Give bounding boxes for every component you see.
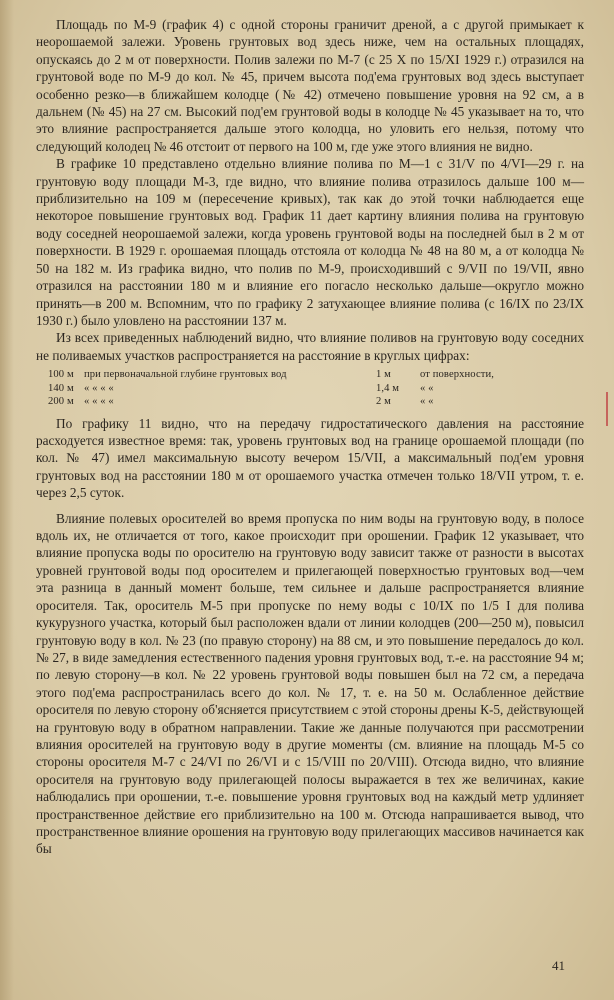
table-text: « « « « [84, 396, 114, 408]
table-depth: 1 м [376, 369, 391, 381]
table-tail: « « [420, 396, 434, 408]
table-row [48, 382, 584, 396]
distance-table [48, 368, 584, 409]
table-row [48, 368, 584, 382]
table-distance: 100 м [48, 369, 74, 381]
table-row [48, 395, 584, 409]
paragraph-1: Площадь по М-9 (график 4) с одной стороны граничит дреной, а с другой примыкает к неорошаемой залежи. Уровень грунтовых вод здесь ниже, чем на остальных площадях, опускаясь до 2 м от поверхности. Полив залежи по М-7 (с 25 X по 15/XI 1929 г.) отразился на грунтовой воде по М-9 до кол. № 45, причем высота под'ема грунтовых вод здесь выступает особенно резко—в ближайшем колодце (№ 42) отмечено повышение уровня на 92 см, а в дальнем (№ 45) на 27 см. Высокий под'ем грунтовой воды в колодце № 45 указывает на то, что это влияние распространяется дальше этого колодца, но уловить его нельзя, потому что следующий колодец № 46 отстоит от первого на 100 м, где уже этого влияния не видно. [36, 17, 584, 154]
paragraph-4: По графику 11 видно, что на передачу гидростатического давления на расстояние расходуется известное время: так, уровень грунтовых вод на границе орошаемой площади (по кол. № 47) имел максимальную высоту вечером 15/VII, а максимальный под'ем уровня грунтовых вод на расстоянии 180 м от орошаемого участка отмечен только 18/VII утром, т. е. через 2,5 суток. [36, 415, 584, 501]
table-tail: от поверхности, [420, 369, 495, 381]
margin-mark [606, 392, 608, 426]
table-text: при первоначальной глубине грунтовых вод [84, 369, 287, 381]
paragraph-5: Влияние полевых оросителей во время пропуска по ним воды на грунтовую воду, в полосе вдоль их, не отличается от того, какое происходит при орошении. График 12 указывает, что влияние пропуска воды по оросителю на грунтовую воду зависит также от разности в высотах уровней грунтовой воды под оросителем и прилегающей поверхностью грунтовых вод—чем эта разница в данный момент больше, тем сильнее и дальше распространяется влияние оросителя. Так, ороситель М-5 при пропуске по нему воды с 10/IX по 1/5 I для полива кукурузного участка, который был расположен вдали от линии колодцев (200—250 м), повысил грунтовую воду в кол. № 23 (по правую сторону) на 88 см, и это повышение передалось до кол. № 27, в виде замедления естественного падения уровня грунтовых вод, т.-е. на расстояние 94 м; по левую сторону—в кол. № 22 уровень грунтовой воды повышен был на 72 см, а передача этого под'ема распространилась всего до кол. № 17, т. е. на 50 м. Ослабленное действие оросителя по левую сторону об'ясняется присутствием с этой стороны дрены К-5, действующей на грунтовую воду в обратном направлении. Такие же данные получаются при рассмотрении влияния оросителей на грунтовую воду в другие моменты (см. влияние на площадь М-5 со стороны оросителя М-7 с 24/VI по 26/VI и с 15/VIII по 20/VIII). Отсюда видно, что влияние оросителя на грунтовую воду прилегающей полосы выражается в тех же величинах, какие наблюдались при орошении, т.-е. повышение уровня грунтовых вод на каждый метр удлиняет пространственное действие его приблизительно на 100 м. Отсюда напрашивается вывод, что пространственное влияние орошения на грунтовую воду прилегающих массивов начинается как бы [36, 510, 584, 857]
paragraph-2: В графике 10 представлено отдельно влияние полива по М—1 с 31/V по 4/VI—29 г. на грунтовую воду площади М-3, где видно, что влияние полива отразилось дальше 100 м—приблизительно на 109 м (пересечение кривых), так как до этой точки наблюдается еще некоторое повышение грунтовых вод. График 11 дает картину влияния полива на грунтовую воду соседней неорошаемой залежи, когда уровень грунтовой воды на последней был в 2 м от поверхности. В 1929 г. орошаемая площадь отстояла от колодца № 48 на 80 м, а от колодца № 50 на 182 м. Из графика видно, что полив по М-9, происходивший с 9/VII по 19/VII, явно отразился на расстоянии 180 м и влияние его погасло несколько дальше—округло можно принять—в 200 м. Вспомним, что по графику 2 затухающее влияние полива (с 16/IX по 23/IX 1930 г.) было уловлено на расстоянии 137 м. [36, 156, 584, 328]
table-depth: 1,4 м [376, 382, 400, 394]
page-number: 41 [552, 958, 565, 973]
paragraph-3: Из всех приведенных наблюдений видно, что влияние поливов на грунтовую воду соседних не поливаемых участков распространяется на расстояние в круглых цифрах: [36, 330, 584, 363]
table-depth: 2 м [376, 396, 391, 408]
table-tail: « « [420, 382, 434, 394]
page-edge-shadow [0, 0, 14, 1000]
table-distance: 200 м [48, 396, 74, 408]
table-distance: 140 м [48, 382, 74, 394]
page-body [36, 16, 584, 858]
paragraph-gap [36, 502, 584, 510]
table-text: « « « « [84, 382, 114, 394]
